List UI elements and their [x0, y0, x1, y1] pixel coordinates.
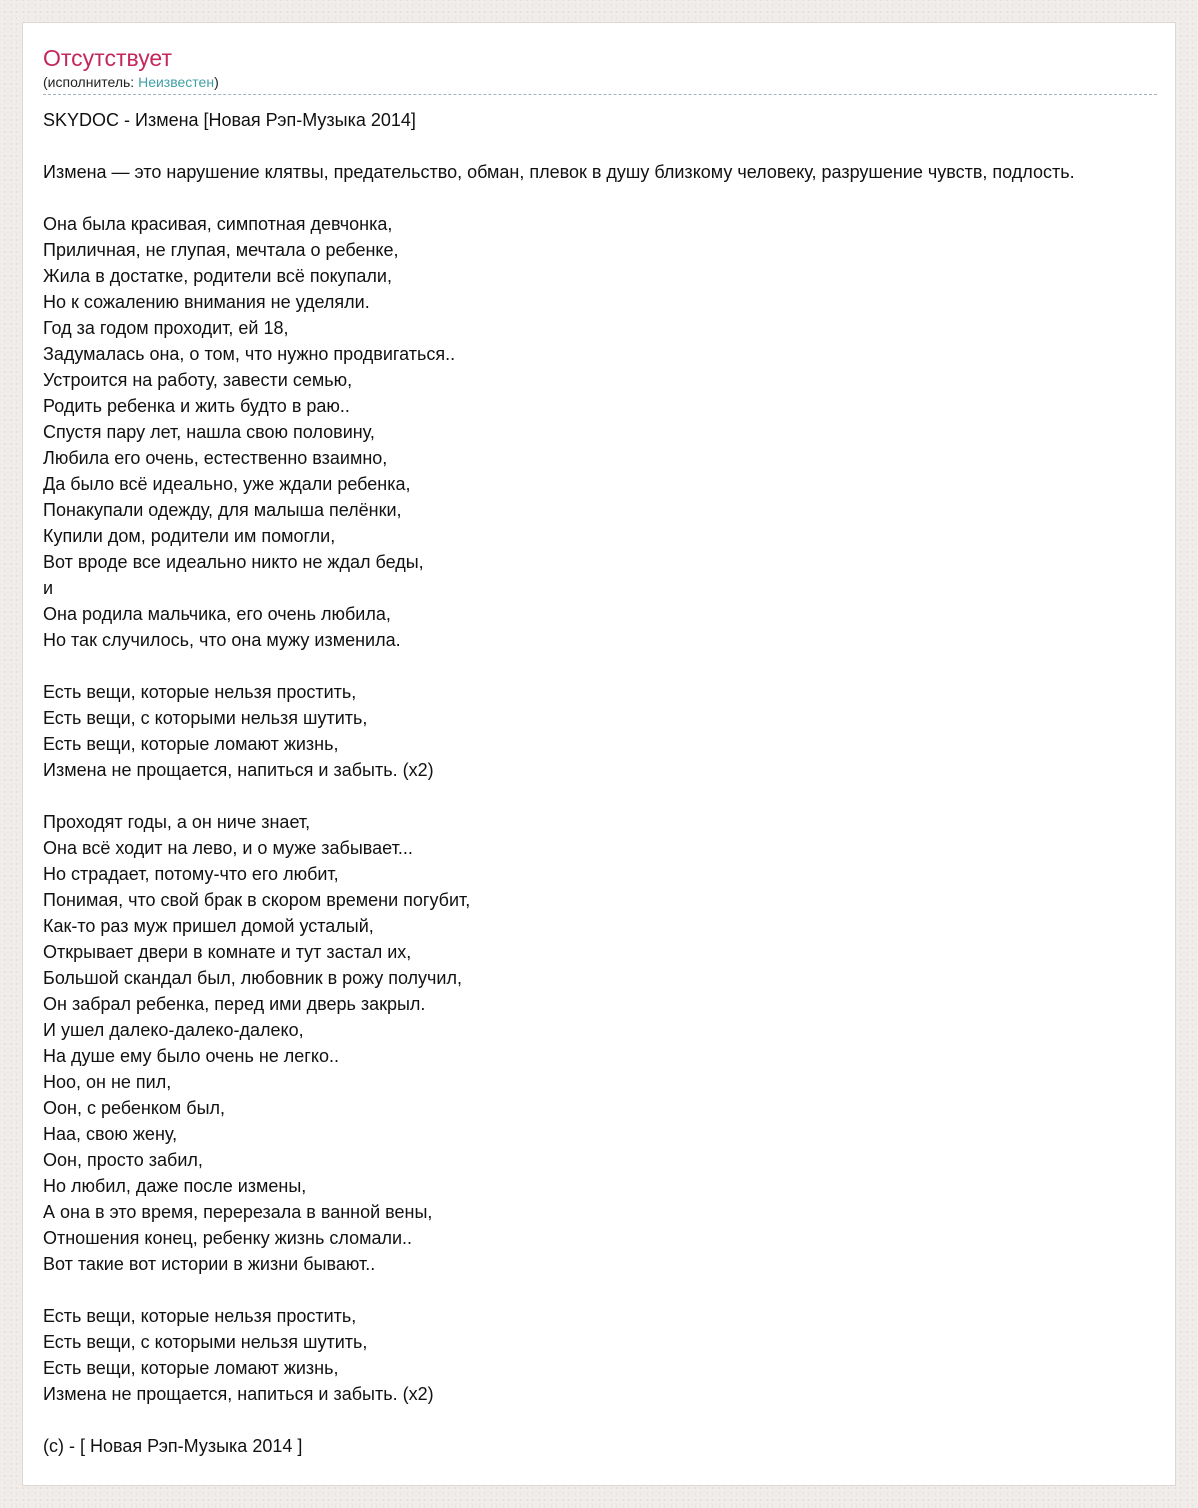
lyric-line: Оон, просто забил,: [43, 1150, 203, 1170]
lyric-line: Вот вроде все идеально никто не ждал беды,: [43, 552, 424, 572]
lyric-line: Но любил, даже после измены,: [43, 1176, 307, 1196]
artist-prefix: (исполнитель:: [43, 74, 139, 90]
verse-1: [43, 211, 1175, 653]
lyric-line: Понимая, что свой брак в скором времени погубит,: [43, 890, 471, 910]
lyric-line: Есть вещи, с которыми нельзя шутить,: [43, 708, 368, 728]
lyric-line: Есть вещи, которые нельзя простить,: [43, 682, 357, 702]
lyric-line: Она всё ходит на лево, и о муже забывает...: [43, 838, 413, 858]
lyric-line: Спустя пару лет, нашла свою половину,: [43, 422, 375, 442]
blank-line: [43, 783, 1175, 809]
lyrics-body: [43, 107, 1175, 1459]
lyric-line: Год за годом проходит, ей 18,: [43, 318, 289, 338]
lyric-line: Любила его очень, естественно взаимно,: [43, 448, 388, 468]
lyric-line: Наа, свою жену,: [43, 1124, 178, 1144]
lyric-line: Как-то раз муж пришел домой усталый,: [43, 916, 374, 936]
artist-line: [43, 73, 1175, 91]
lyric-line: Большой скандал был, любовник в рожу получил,: [43, 968, 462, 988]
lyric-line: Есть вещи, которые ломают жизнь,: [43, 734, 339, 754]
lyric-line: Жила в достатке, родители всё покупали,: [43, 266, 392, 286]
lyric-line: Купили дом, родители им помогли,: [43, 526, 336, 546]
lyrics-heading: SKYDOC - Измена [Новая Рэп-Музыка 2014]: [43, 110, 416, 130]
lyric-line: Устроится на работу, завести семью,: [43, 370, 353, 390]
chorus-1: [43, 679, 1175, 783]
lyric-line: Но так случилось, что она мужу изменила.: [43, 630, 401, 650]
lyric-line: Есть вещи, с которыми нельзя шутить,: [43, 1332, 368, 1352]
lyric-line: Родить ребенка и жить будто в раю..: [43, 396, 350, 416]
chorus-2: [43, 1303, 1175, 1407]
lyric-line: Но страдает, потому-что его любит,: [43, 864, 339, 884]
lyric-line: Да было всё идеально, уже ждали ребенка,: [43, 474, 411, 494]
lyric-line: Есть вещи, которые ломают жизнь,: [43, 1358, 339, 1378]
lyric-line: Есть вещи, которые нельзя простить,: [43, 1306, 357, 1326]
verse-2: [43, 809, 1175, 1277]
lyric-line: Она была красивая, симпотная девчонка,: [43, 214, 393, 234]
lyrics-definition: Измена — это нарушение клятвы, предательство, обман, плевок в душу близкому человеку, разрушение чувств, подлость.: [43, 162, 1075, 182]
lyrics-panel: [22, 22, 1176, 1486]
lyric-line: Он забрал ребенка, перед ими дверь закрыл.: [43, 994, 426, 1014]
lyrics-content: [43, 43, 1175, 1459]
lyric-line: И ушел далеко-далеко-далеко,: [43, 1020, 304, 1040]
blank-line: [43, 133, 1175, 159]
lyric-line: Задумалась она, о том, что нужно продвигаться..: [43, 344, 456, 364]
copyright-line: (c) - [ Новая Рэп-Музыка 2014 ]: [43, 1436, 303, 1456]
lyric-line: На душе ему было очень не легко..: [43, 1046, 339, 1066]
blank-line: [43, 1277, 1175, 1303]
lyric-line: Но к сожалению внимания не уделяли.: [43, 292, 370, 312]
lyric-line: Она родила мальчика, его очень любила,: [43, 604, 391, 624]
blank-line: [43, 185, 1175, 211]
lyric-line: Проходят годы, а он ниче знает,: [43, 812, 311, 832]
lyric-line: Оон, с ребенком был,: [43, 1098, 226, 1118]
lyric-line: Отношения конец, ребенку жизнь сломали..: [43, 1228, 413, 1248]
lyric-line: Измена не прощается, напиться и забыть. (x2): [43, 760, 434, 780]
artist-suffix: ): [214, 74, 219, 90]
lyric-line: Приличная, не глупая, мечтала о ребенке,: [43, 240, 399, 260]
artist-link[interactable]: Неизвестен: [138, 74, 215, 90]
blank-line: [43, 1407, 1175, 1433]
song-title: Отсутствует: [43, 45, 172, 71]
lyric-line: А она в это время, перерезала в ванной вены,: [43, 1202, 433, 1222]
blank-line: [43, 653, 1175, 679]
lyric-line: и: [43, 578, 54, 598]
lyric-line: Вот такие вот истории в жизни бывают..: [43, 1254, 376, 1274]
lyric-line: Понакупали одежду, для малыша пелёнки,: [43, 500, 402, 520]
dashed-separator: [43, 94, 1157, 95]
lyric-line: Измена не прощается, напиться и забыть. (x2): [43, 1384, 434, 1404]
lyric-line: Открывает двери в комнате и тут застал их,: [43, 942, 412, 962]
lyric-line: Ноо, он не пил,: [43, 1072, 172, 1092]
